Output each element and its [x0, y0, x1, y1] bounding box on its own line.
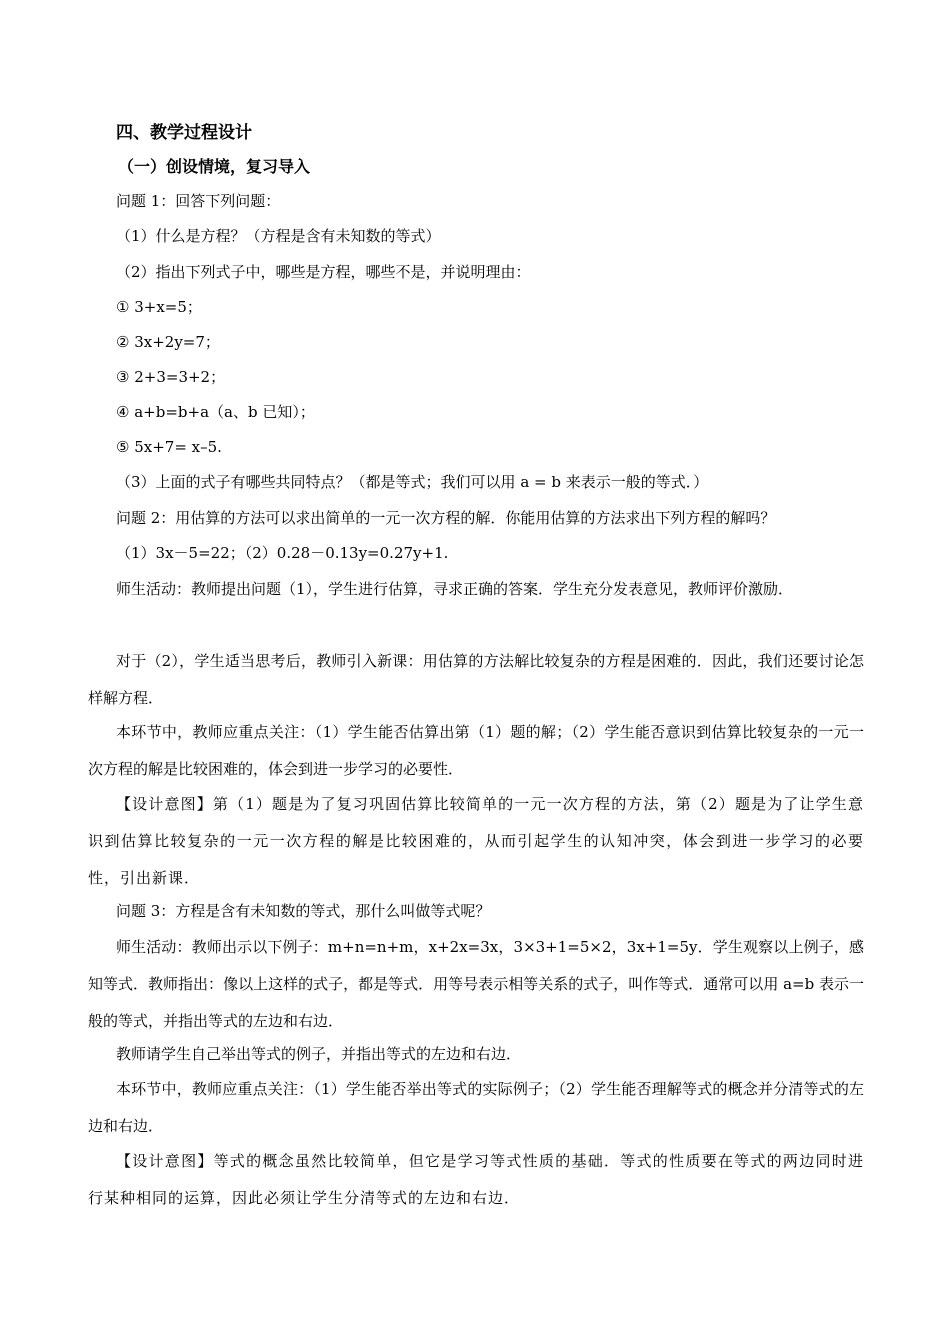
paragraph-activity-1: 师生活动：教师提出问题（1），学生进行估算，寻求正确的答案．学生充分发表意见，教师评价激励． — [116, 580, 794, 598]
question-1-part-3: （3）上面的式子有哪些共同特点？（都是等式；我们可以用 a = b 来表示一般的等式．） — [116, 473, 709, 491]
paragraph-design-intent-2: 【设计意图】等式的概念虽然比较简单，但它是学习等式性质的基础．等式的性质要在等式的两边同时进行某种相同的运算，因此必须让学生分清等式的左边和右边． — [88, 1152, 864, 1207]
equation-2: ② 3x+2y=7； — [116, 333, 220, 351]
question-1-part-1: （1）什么是方程？（方程是含有未知数的等式） — [116, 227, 441, 245]
equation-1: ① 3+x=5； — [116, 298, 202, 316]
question-2: 问题 2：用估算的方法可以求出简单的一元一次方程的解．你能用估算的方法求出下列方程的解吗？ — [116, 509, 776, 527]
paragraph-focus-1: 本环节中，教师应重点关注：（1）学生能否估算出第（1）题的解；（2）学生能否意识到估算比较复杂的一元一次方程的解是比较困难的，体会到进一步学习的必要性． — [88, 723, 864, 778]
paragraph-student-examples: 教师请学生自己举出等式的例子，并指出等式的左边和右边． — [116, 1045, 522, 1063]
paragraph-focus-2: 本环节中，教师应重点关注：（1）学生能否举出等式的实际例子；（2）学生能否理解等式的概念并分清等式的左边和右边． — [88, 1080, 864, 1135]
question-3: 问题 3：方程是含有未知数的等式，那什么叫做等式呢？ — [116, 902, 491, 920]
paragraph-new-lesson: 对于（2），学生适当思考后，教师引入新课：用估算的方法解比较复杂的方程是困难的．因此，我们还要讨论怎样解方程． — [88, 652, 864, 707]
section-heading: 四、教学过程设计 — [116, 123, 252, 143]
paragraph-activity-2: 师生活动：教师出示以下例子：m+n=n+m，x+2x=3x，3×3+1=5×2，3x+1=5y．学生观察以上例子，感知等式．教师指出：像以上这样的式子，都是等式．用等号表示相等关系的式子，叫作等式．通常可以用 a=b 表示一般的等式，并指出等式的左边和右边． — [88, 938, 864, 1030]
question-1: 问题 1：回答下列问题： — [116, 192, 281, 210]
question-1-part-2: （2）指出下列式子中，哪些是方程，哪些不是，并说明理由： — [116, 263, 531, 281]
equation-5: ⑤ 5x+7= x–5. — [116, 438, 222, 456]
subsection-heading: （一）创设情境，复习导入 — [118, 157, 311, 176]
equation-4: ④ a+b=b+a（a、b 已知）； — [116, 403, 315, 421]
question-2-equations: （1）3x－5=22；（2）0.28－0.13y=0.27y+1. — [116, 544, 449, 562]
equation-3: ③ 2+3=3+2； — [116, 368, 226, 386]
paragraph-design-intent-1: 【设计意图】第（1）题是为了复习巩固估算比较简单的一元一次方程的方法，第（2）题是为了让学生意识到估算比较复杂的一元一次方程的解是比较困难的，从而引起学生的认知冲突，体会到进一步学习的必要性，引出新课． — [88, 795, 864, 887]
